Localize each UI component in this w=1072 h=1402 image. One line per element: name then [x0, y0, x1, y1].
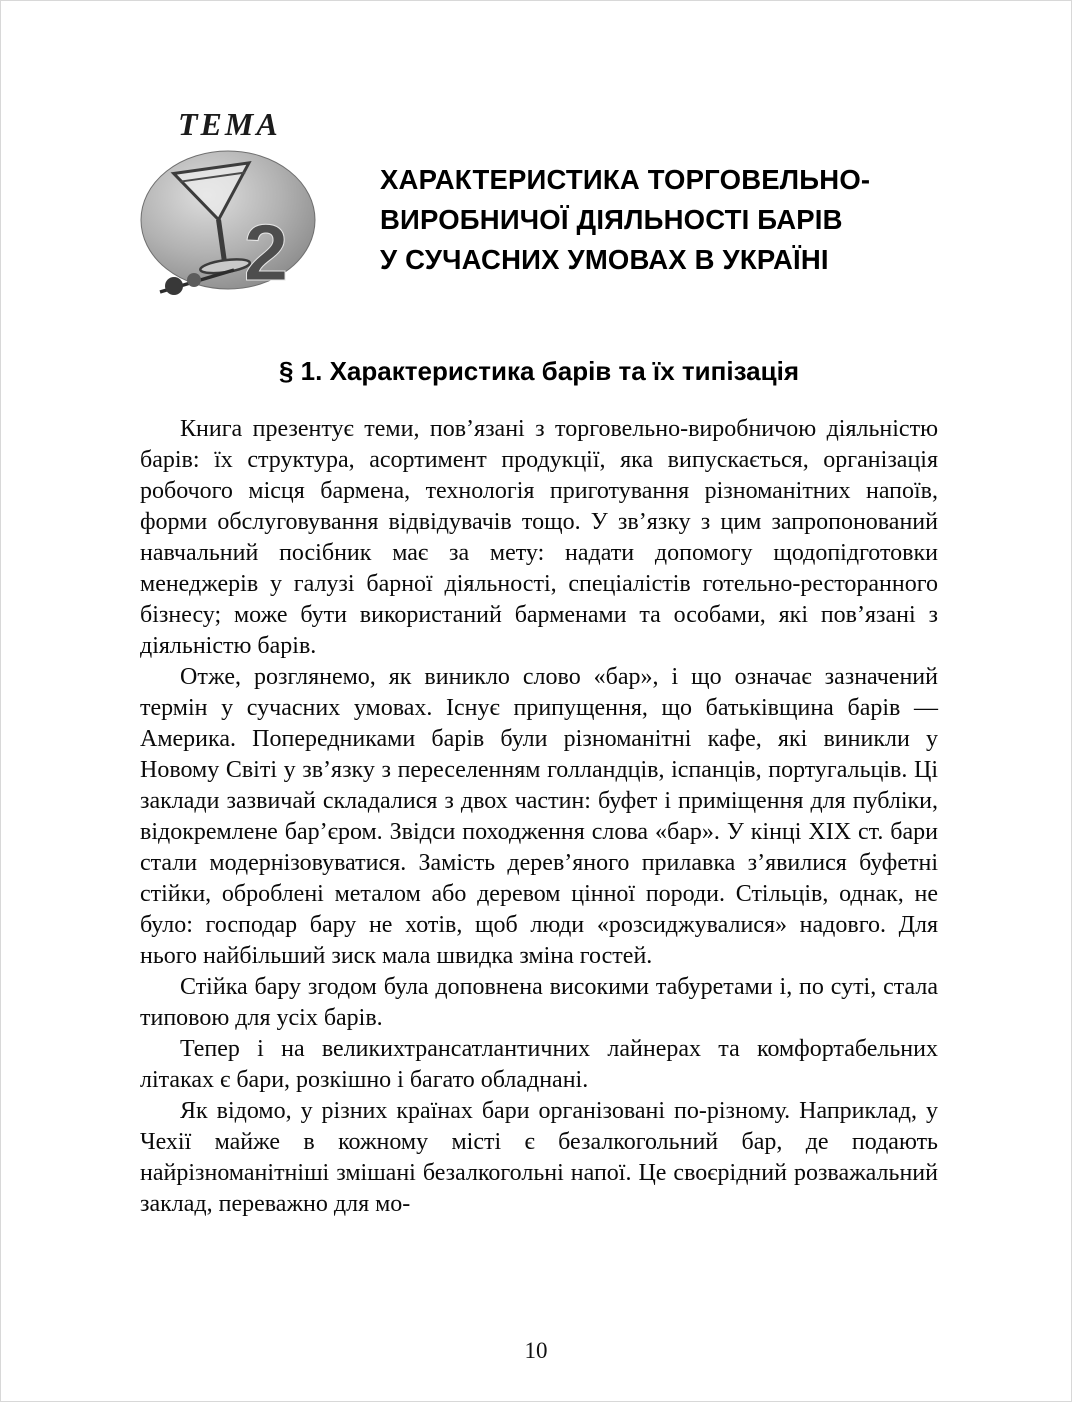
tema-logo [138, 146, 322, 304]
paragraph-1: Книга презентує теми, пов’язані з торговельно-виробничою діяльністю барів: їх структура, асортимент продукції, яка випускається, організація робочого місця бармена, технологія приготування різноманітних напоїв, форми обслуговування відвідувачів тощо. У зв’язку з цим запропонований навчальний посібник має за мету: надати допомогу щодопідготовки менеджерів у галузі барної діяльності, спеціалістів готельно-ресторанного бізнесу; може бути використаний барменами та особами, які пов’язані з діяльністю барів. [140, 416, 938, 659]
paragraph-2: Отже, розглянемо, як виникло слово «бар», і що означає зазначений термін у сучасних умовах. Існує припущення, що батьківщина барів — Америка. Попередниками барів були різноманітні кафе, які виникли у Новому Світі у зв’язку з переселенням голландців, іспанців, португальців. Ці заклади зазвичай складалися з двох частин: буфет і приміщення для публіки, відокремлене бар’єром. Звідси походження слова «бар». У кінці XIX ст. бари стали модернізовуватися. Замість дерев’яного прилавка з’явилися буфетні стійки, оброблені металом або деревом цінної породи. Стільців, однак, не було: господар бару не хотів, щоб люди «розсиджувалися» надовго. Для нього найбільший зиск мала швидка зміна гостей. [140, 664, 938, 969]
paragraph-3: Стійка бару згодом була доповнена високими табуретами і, по суті, стала типовою для усіх барів. [140, 974, 938, 1031]
cocktail-glass-icon [138, 146, 322, 304]
body-text [140, 414, 938, 1220]
tema-label: ТЕМА [178, 106, 281, 142]
section-heading: § 1. Характеристика барів та їх типізація [279, 356, 799, 386]
tema-number: 2 [243, 208, 289, 297]
paragraph-4: Тепер і на великихтрансатлантичних лайнерах та комфортабельних літаках є бари, розкішно і багато обладнані. [140, 1036, 938, 1093]
page-number: 10 [524, 1338, 548, 1363]
chapter-title-line-1: ХАРАКТЕРИСТИКА ТОРГОВЕЛЬНО- [380, 164, 871, 195]
paragraph-5: Як відомо, у різних країнах бари організовані по-різному. Наприклад, у Чехії майже в кожному місті є безалкогольний бар, де подають найрізноманітніші змішані безалкогольні напої. Це своєрідний розважальний заклад, переважно для мо- [140, 1098, 938, 1217]
chapter-title-line-2: ВИРОБНИЧОЇ ДІЯЛЬНОСТІ БАРІВ [380, 204, 843, 235]
chapter-title [380, 160, 945, 280]
chapter-title-line-3: У СУЧАСНИХ УМОВАХ В УКРАЇНІ [380, 244, 829, 275]
